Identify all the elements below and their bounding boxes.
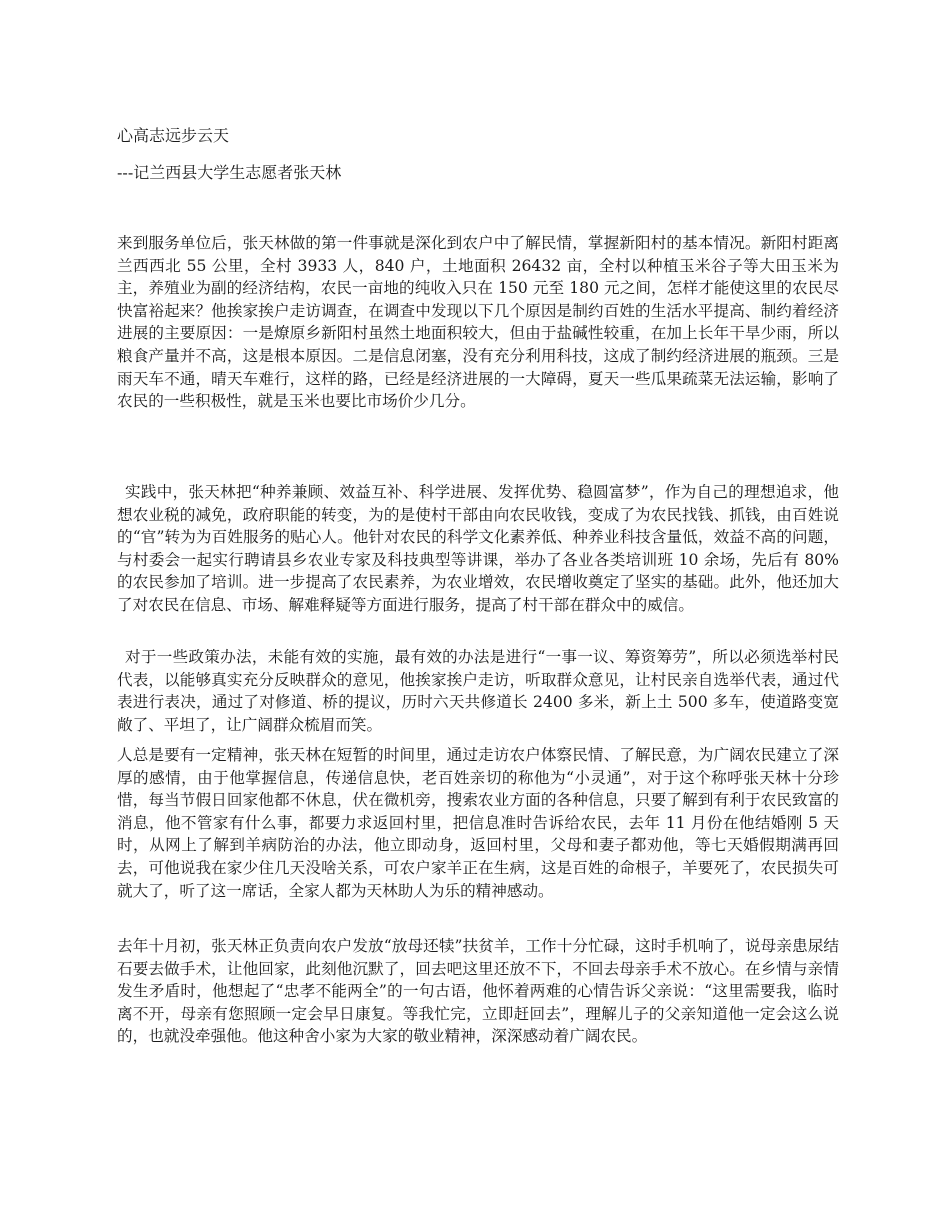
paragraph-3: 对于一些政策办法，未能有效的实施，最有效的办法是进行“一事一议、筹资筹劳”，所以必须选举村民代表，以能够真实充分反映群众的意见，他挨家挨户走访，听取群众意见，让村民亲自选举代表，通过代表进行表决，通过了对修道、桥的提议，历时六天共修道长 2400 多米，新上土 500 多车，使道路变宽敞了、平坦了，让广阔群众梳眉而笑。 (117, 648, 839, 734)
document-title: 心高志远步云天 (117, 126, 230, 145)
paragraph-4: 人总是要有一定精神，张天林在短暂的时间里，通过走访农户体察民情、了解民意，为广阔农民建立了深厚的感情，由于他掌握信息，传递信息快，老百姓亲切的称他为“小灵通”，对于这个称呼张天林十分珍惜，每当节假日回家他都不休息，伏在微机旁，搜索农业方面的各种信息，只要了解到有利于农民致富的消息，他不管家有什么事，都要力求返回村里，把信息准时告诉给农民，去年 11 月份在他结婚刚 5 天时，从网上了解到羊病防治的办法，他立即动身，返回村里，父母和妻子都劝他，等七天婚假期满再回去，可他说我在家少住几天没啥关系，可农户家羊正在生病，这是百姓的命根子，羊要死了，农民损失可就大了，听了这一席话，全家人都为天林助人为乐的精神感动。 (117, 746, 839, 900)
document-subtitle: ---记兰西县大学生志愿者张天林 (117, 163, 342, 182)
paragraph-2: 实践中，张天林把“种养兼顾、效益互补、科学进展、发挥优势、稳圆富梦”，作为自己的理想追求，他想农业税的减免，政府职能的转变，为的是使村干部由向农民收钱，变成了为农民找钱、抓钱，由百姓说的“官”转为为百姓服务的贴心人。他针对农民的科学文化素养低、种养业科技含量低，效益不高的问题，与村委会一起实行聘请县乡农业专家及科技典型等讲课，举办了各业各类培训班 10 余场，先后有 80%的农民参加了培训。进一步提高了农民素养，为农业增效，农民增收奠定了坚实的基础。此外，他还加大了对农民在信息、市场、解难释疑等方面进行服务，提高了村干部在群众中的威信。 (117, 483, 839, 614)
paragraph-5: 去年十月初，张天林正负责向农户发放“放母还犊”扶贫羊，工作十分忙碌，这时手机响了，说母亲患尿结石要去做手术，让他回家，此刻他沉默了，回去吧这里还放不下，不回去母亲手术不放心。在乡情与亲情发生矛盾时，他想起了“忠孝不能两全”的一句古语，他怀着两难的心情告诉父亲说：“这里需要我，临时离不开，母亲有您照顾一定会早日康复。等我忙完，立即赶回去”，理解儿子的父亲知道他一定会这么说的，也就没牵强他。他这种舍小家为大家的敬业精神，深深感动着广阔农民。 (117, 937, 839, 1046)
paragraph-1: 来到服务单位后，张天林做的第一件事就是深化到农户中了解民情，掌握新阳村的基本情况。新阳村距离兰西西北 55 公里，全村 3933 人，840 户，土地面积 26432 亩，全村以种植玉米谷子等大田玉米为主，养殖业为副的经济结构，农民一亩地的纯收入只在 150 元至 180 元之间，怎样才能使这里的农民尽快富裕起来？他挨家挨户走访调查，在调查中发现以下几个原因是制约百姓的生活水平提高、制约着经济进展的主要原因：一是燎原乡新阳村虽然土地面积较大，但由于盐碱性较重，在加上长年干旱少雨，所以粮食产量并不高，这是根本原因。二是信息闭塞，没有充分利用科技，这成了制约经济进展的瓶颈。三是雨天车不通，晴天车难行，这样的路，已经是经济进展的一大障碍，夏天一些瓜果疏菜无法运输，影响了农民的一些积极性，就是玉米也要比市场价少几分。 (117, 234, 839, 411)
